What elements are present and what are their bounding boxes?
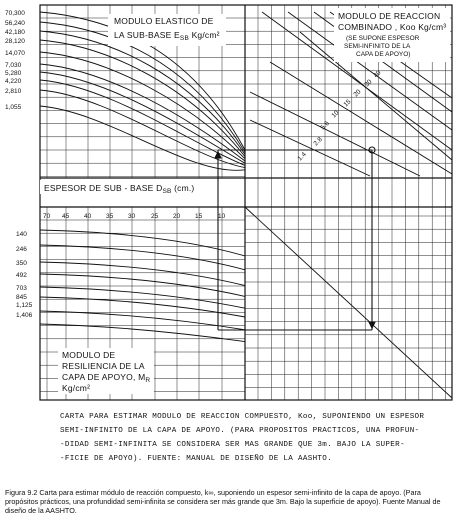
thickness-tick-label: 15	[195, 213, 203, 220]
esb-tick-label: 4,220	[5, 78, 22, 85]
turning-line	[245, 207, 452, 398]
top-left-y-ticks	[5, 10, 25, 111]
esb-tick-label: 5,280	[5, 70, 22, 77]
thickness-tick-label: 40	[84, 213, 92, 220]
esb-tick-label: 70,300	[5, 10, 25, 17]
top-right-title-line1: MODULO DE REACCION	[338, 11, 441, 21]
caption-line-1: CARTA PARA ESTIMAR MODULO DE REACCION COMPUESTO, Koo, SUPONIENDO UN ESPESOR	[60, 413, 425, 421]
mr-tick-label: 350	[16, 260, 27, 267]
example-path	[215, 147, 375, 330]
esb-curve	[40, 90, 245, 168]
mr-tick-label: 246	[16, 246, 27, 253]
thickness-tick-label: 70	[43, 213, 51, 220]
thickness-tick-label: 25	[151, 213, 159, 220]
top-right-note-line1: (SE SUPONE ESPESOR	[346, 35, 420, 42]
caption-line-3: -DIDAD SEMI-INFINITA SE CONSIDERA SER MAS GRANDE QUE 3m. BAJO LA SUPER-	[60, 441, 405, 449]
koo-line-label: 10	[330, 109, 341, 120]
middle-x-ticks	[43, 213, 226, 220]
mr-curve	[40, 245, 245, 270]
esb-tick-label: 42,180	[5, 29, 25, 36]
mr-curve	[40, 262, 245, 286]
esb-tick-label: 2,810	[5, 88, 22, 95]
example-arrow	[369, 322, 375, 328]
thickness-tick-label: 30	[128, 213, 136, 220]
thickness-tick-label: 20	[173, 213, 181, 220]
esb-curve	[40, 31, 245, 154]
koo-line-label: 2.8	[312, 136, 324, 148]
koo-line-label: 15	[342, 98, 353, 109]
mr-curve	[40, 297, 245, 317]
caption-line-4: -FICIE DE APOYO). FUENTE: MANUAL DE DISEÑO DE LA AASHTO.	[60, 455, 332, 463]
bottom-left-title-line2: RESILIENCIA DE LA	[62, 361, 145, 371]
mr-tick-label: 845	[16, 294, 27, 301]
mr-curve	[40, 230, 245, 256]
koo-line-label: 30	[363, 78, 374, 89]
esb-tick-label: 28,120	[5, 38, 25, 45]
koo-line-label: 40	[372, 69, 383, 80]
middle-axis-title: ESPESOR DE SUB - BASE $D_{SB}$ (cm.)	[44, 183, 195, 195]
thickness-tick-label: 10	[218, 213, 226, 220]
example-arrow	[215, 152, 221, 158]
esb-tick-label: 1,055	[5, 104, 22, 111]
mr-tick-label: 1,125	[16, 302, 33, 309]
caption-line-2: SEMI-INFINITO DE LA CAPA DE APOYO. (PARA PROPOSITOS PRACTICOS, UNA PROFUN-	[60, 427, 420, 435]
thickness-tick-label: 45	[62, 213, 70, 220]
chart-caption-box	[60, 410, 450, 466]
esb-tick-label: 56,240	[5, 20, 25, 27]
mr-tick-label: 703	[16, 285, 27, 292]
koo-line-label: 5.6	[319, 120, 331, 132]
koo-line-label: 1.4	[296, 151, 308, 163]
figure-caption: Figura 9.2 Carta para estimar módulo de reacción compuesto, k∞, suponiendo un espesor semi-infinito de la capa de apoyo. (Para propósitos prácticos, una profundidad semi-infinita se considera ser más grande que 3m. Bajo la superficie de apoyo). Fuente Manual de diseño de la AASHTO.	[5, 488, 441, 515]
esb-curve	[40, 64, 245, 161]
mr-tick-label: 492	[16, 272, 27, 279]
bottom-left-title-units: Kg/cm²	[62, 383, 91, 393]
bottom-left-title-line3: CAPA DE APOYO, $M_R$	[62, 372, 151, 384]
esb-tick-label: 7,030	[5, 62, 22, 69]
top-left-title-line1: MODULO ELASTICO DE	[114, 16, 214, 26]
top-left-title-line2: LA SUB-BASE $E_{SB}$ Kg/cm²	[114, 30, 220, 42]
esb-tick-label: 14,070	[5, 50, 25, 57]
koo-line-label: 20	[352, 88, 363, 99]
bottom-left-title-line1: MODULO DE	[62, 350, 116, 360]
top-right-note-line3: CAPA DE APOYO)	[356, 51, 411, 58]
mr-tick-label: 1,406	[16, 312, 33, 319]
top-right-title-line2: COMBINADO , Koo Kg/cm³	[338, 22, 447, 32]
thickness-tick-label: 35	[106, 213, 114, 220]
bottom-left-y-ticks	[16, 231, 33, 319]
mr-curve	[40, 311, 245, 330]
nomograph-curves	[40, 12, 452, 398]
mr-tick-label: 140	[16, 231, 27, 238]
top-right-note-line2: SEMI-INFINITO DE LA	[344, 43, 411, 50]
